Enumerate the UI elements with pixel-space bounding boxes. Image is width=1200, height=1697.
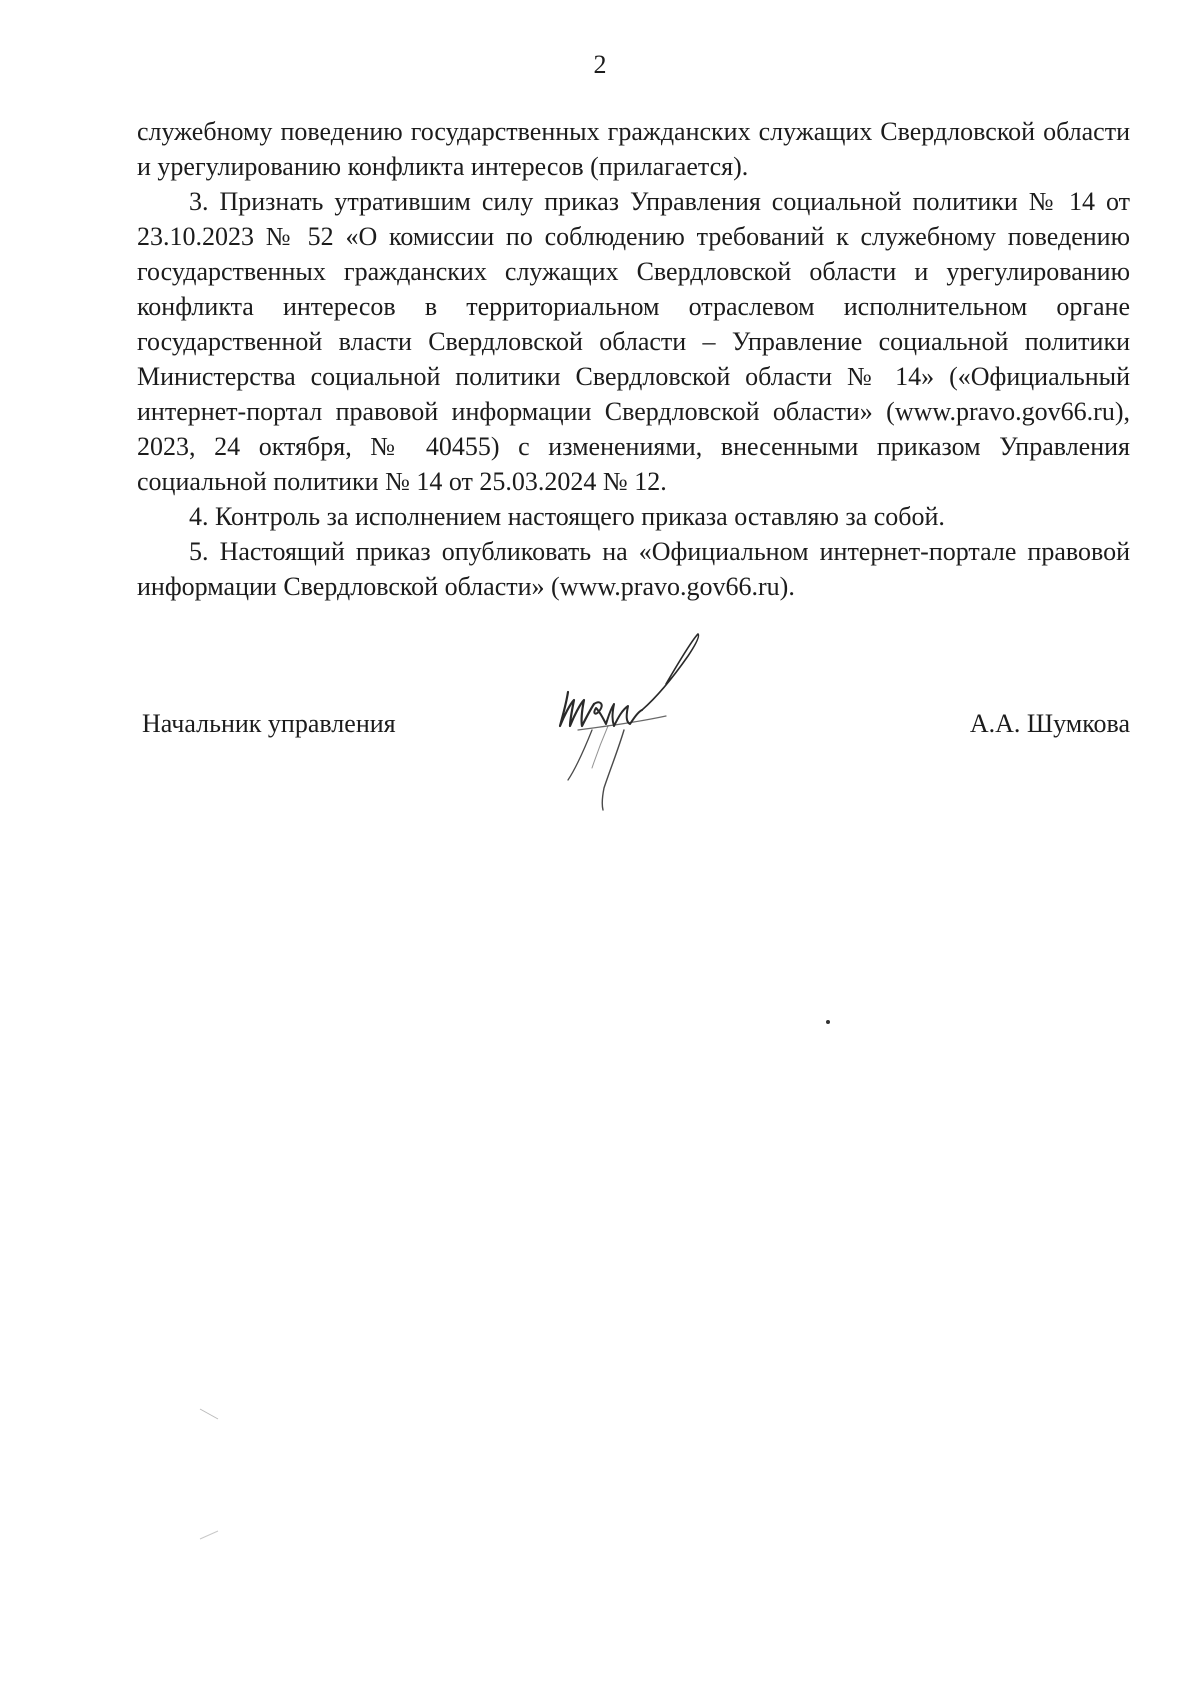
page-number: 2 — [593, 50, 607, 79]
scan-artifact — [196, 1525, 226, 1545]
signatory-name: А.А. Шумкова — [969, 709, 1130, 738]
paragraph-item-3: 3. Признать утратившим силу приказ Управления социальной политики № 14 от 23.10.2023 № 52 «О комиссии по соблюдению требований к служебному поведению государственных гражданских служащих Свердловской области и урегулированию конфликта интересов в территориальном отраслевом исполнительном органе государственной власти Свердловской области – Управление социальной политики Министерства социальной политики Свердловской области № 14» («Официальный интернет-портал правовой информации Свердловской области» (www.pravo.gov66.ru), 2023, 24 октября, № 40455) с изменениями, внесенными приказом Управления социальной политики № 14 от 25.03.2024 № 12. — [137, 187, 1130, 496]
paragraph-item-4: 4. Контроль за исполнением настоящего приказа оставляю за собой. — [189, 502, 945, 531]
document-body — [137, 114, 1130, 604]
signatory-position: Начальник управления — [142, 709, 396, 738]
scan-artifact — [196, 1405, 226, 1425]
scan-speck — [826, 1020, 830, 1024]
paragraph-continuation: служебному поведению государственных гражданских служащих Свердловской области и урегулированию конфликта интересов (прилагается). — [137, 117, 1130, 181]
handwritten-signature-image — [548, 630, 758, 850]
paragraph-item-5: 5. Настоящий приказ опубликовать на «Официальном интернет-портале правовой информации Свердловской области» (www.pravo.gov66.ru). — [137, 537, 1130, 601]
